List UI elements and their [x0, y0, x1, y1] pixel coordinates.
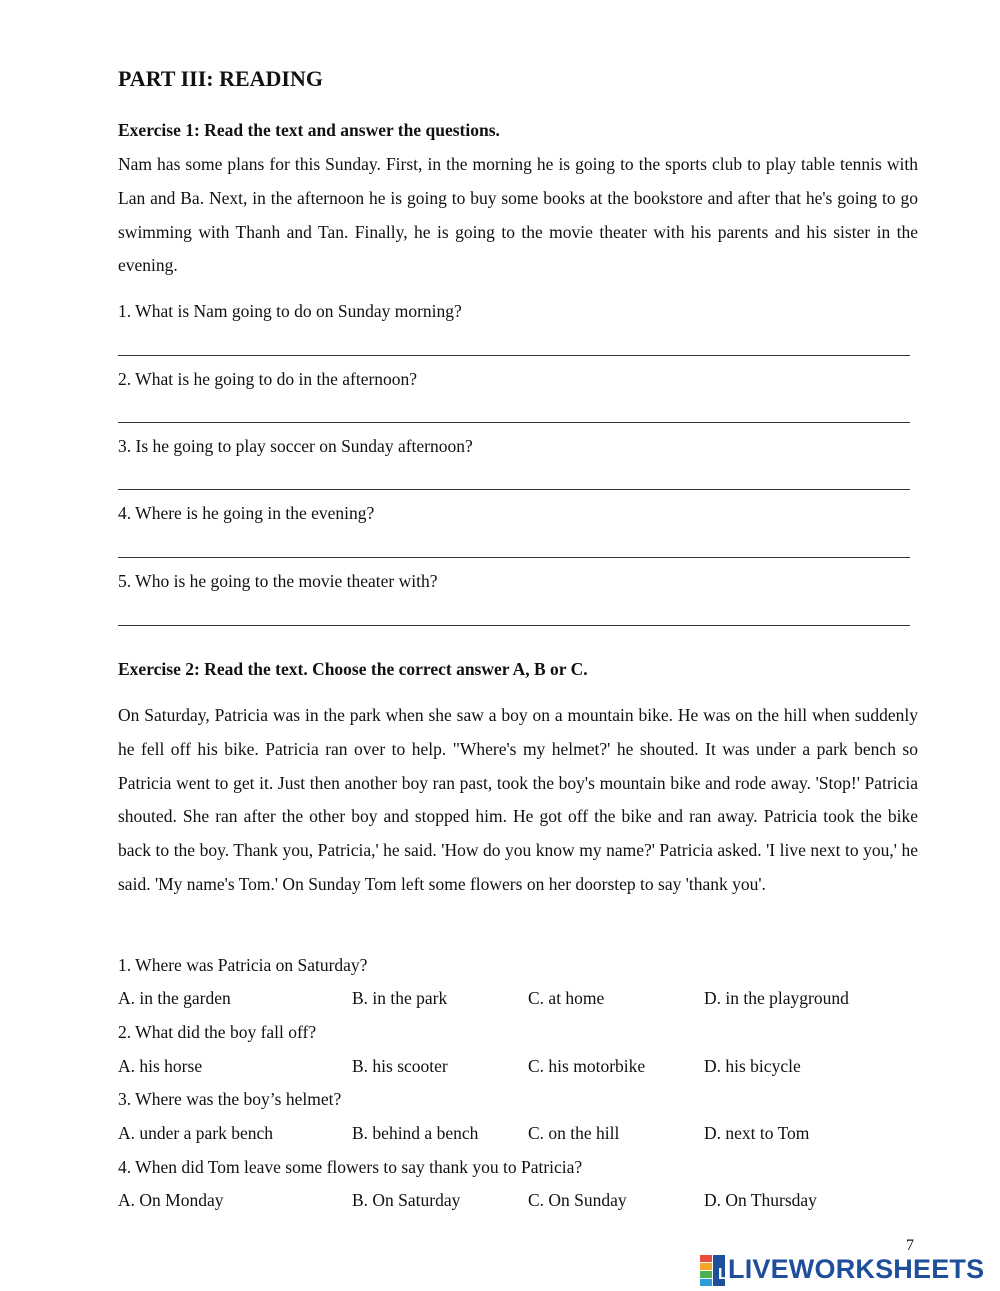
exercise1-question: 3. Is he going to play soccer on Sunday afternoon?: [118, 436, 473, 456]
page-number: 7: [906, 1237, 914, 1254]
options-row: [118, 1123, 918, 1147]
option-d[interactable]: D. his bicycle: [704, 1056, 801, 1076]
exercise2-question: 1. Where was Patricia on Saturday?: [118, 955, 368, 975]
options-row: [118, 988, 918, 1012]
options-row: [118, 1190, 918, 1214]
exercise1-passage: Nam has some plans for this Sunday. First, in the morning he is going to the sports club to play table tennis with Lan and Ba. Next, in the afternoon he is going to buy some books at the bookstore and after that he's going to go swimming with Thanh and Tan. Finally, he is going to the movie theater with his parents and his sister in the evening.: [118, 154, 918, 276]
answer-line[interactable]: [118, 355, 910, 356]
option-a[interactable]: A. in the garden: [118, 988, 231, 1008]
exercise2-question: 4. When did Tom leave some flowers to say thank you to Patricia?: [118, 1157, 583, 1177]
svg-text:L: L: [718, 1266, 728, 1283]
option-a[interactable]: A. On Monday: [118, 1190, 224, 1210]
exercise1-question: 5. Who is he going to the movie theater with?: [118, 571, 438, 591]
exercise2-question: 3. Where was the boy’s helmet?: [118, 1089, 342, 1109]
options-row: [118, 1056, 918, 1080]
option-a[interactable]: A. under a park bench: [118, 1123, 274, 1143]
exercise2-question: 2. What did the boy fall off?: [118, 1022, 317, 1042]
exercise1-question: 2. What is he going to do in the afternoon?: [118, 369, 418, 389]
option-c[interactable]: C. at home: [528, 988, 605, 1008]
answer-line[interactable]: [118, 625, 910, 626]
option-d[interactable]: D. On Thursday: [704, 1190, 817, 1210]
exercise2-passage: On Saturday, Patricia was in the park when she saw a boy on a mountain bike. He was on the hill when suddenly he fell off his bike. Patricia ran over to help. "Where's my helmet?' he shouted. It was under a park bench so Patricia went to get it. Just then another boy ran past, took the boy's mountain bike and rode away. 'Stop!' Patricia shouted. She ran after the other boy and stopped him. He got off the bike and ran away. Patricia took the bike back to the boy. Thank you, Patricia,' he said. 'How do you know my name?' Patricia asked. 'I live next to you,' he said. 'My name's Tom.' On Sunday Tom left some flowers on her doorstep to say 'thank you'.: [118, 705, 918, 894]
liveworksheets-wordmark: LIVEWORKSHEETS: [728, 1254, 985, 1284]
exercise1-title: Exercise 1: Read the text and answer the questions.: [118, 120, 500, 140]
option-c[interactable]: C. on the hill: [528, 1123, 620, 1143]
part-title: PART III: READING: [118, 66, 323, 91]
answer-line[interactable]: [118, 422, 910, 423]
liveworksheets-icon: [700, 1255, 726, 1287]
exercise2-title: Exercise 2: Read the text. Choose the correct answer A, B or C.: [118, 659, 588, 679]
answer-line[interactable]: [118, 489, 910, 490]
option-b[interactable]: B. in the park: [352, 988, 448, 1008]
option-c[interactable]: C. his motorbike: [528, 1056, 646, 1076]
liveworksheets-logo[interactable]: [700, 1253, 992, 1287]
exercise1-question: 4. Where is he going in the evening?: [118, 503, 375, 523]
option-d[interactable]: D. next to Tom: [704, 1123, 810, 1143]
exercise1-question: 1. What is Nam going to do on Sunday morning?: [118, 301, 462, 321]
option-b[interactable]: B. On Saturday: [352, 1190, 461, 1210]
option-d[interactable]: D. in the playground: [704, 988, 849, 1008]
option-c[interactable]: C. On Sunday: [528, 1190, 627, 1210]
option-a[interactable]: A. his horse: [118, 1056, 203, 1076]
option-b[interactable]: B. behind a bench: [352, 1123, 479, 1143]
option-b[interactable]: B. his scooter: [352, 1056, 448, 1076]
answer-line[interactable]: [118, 557, 910, 558]
